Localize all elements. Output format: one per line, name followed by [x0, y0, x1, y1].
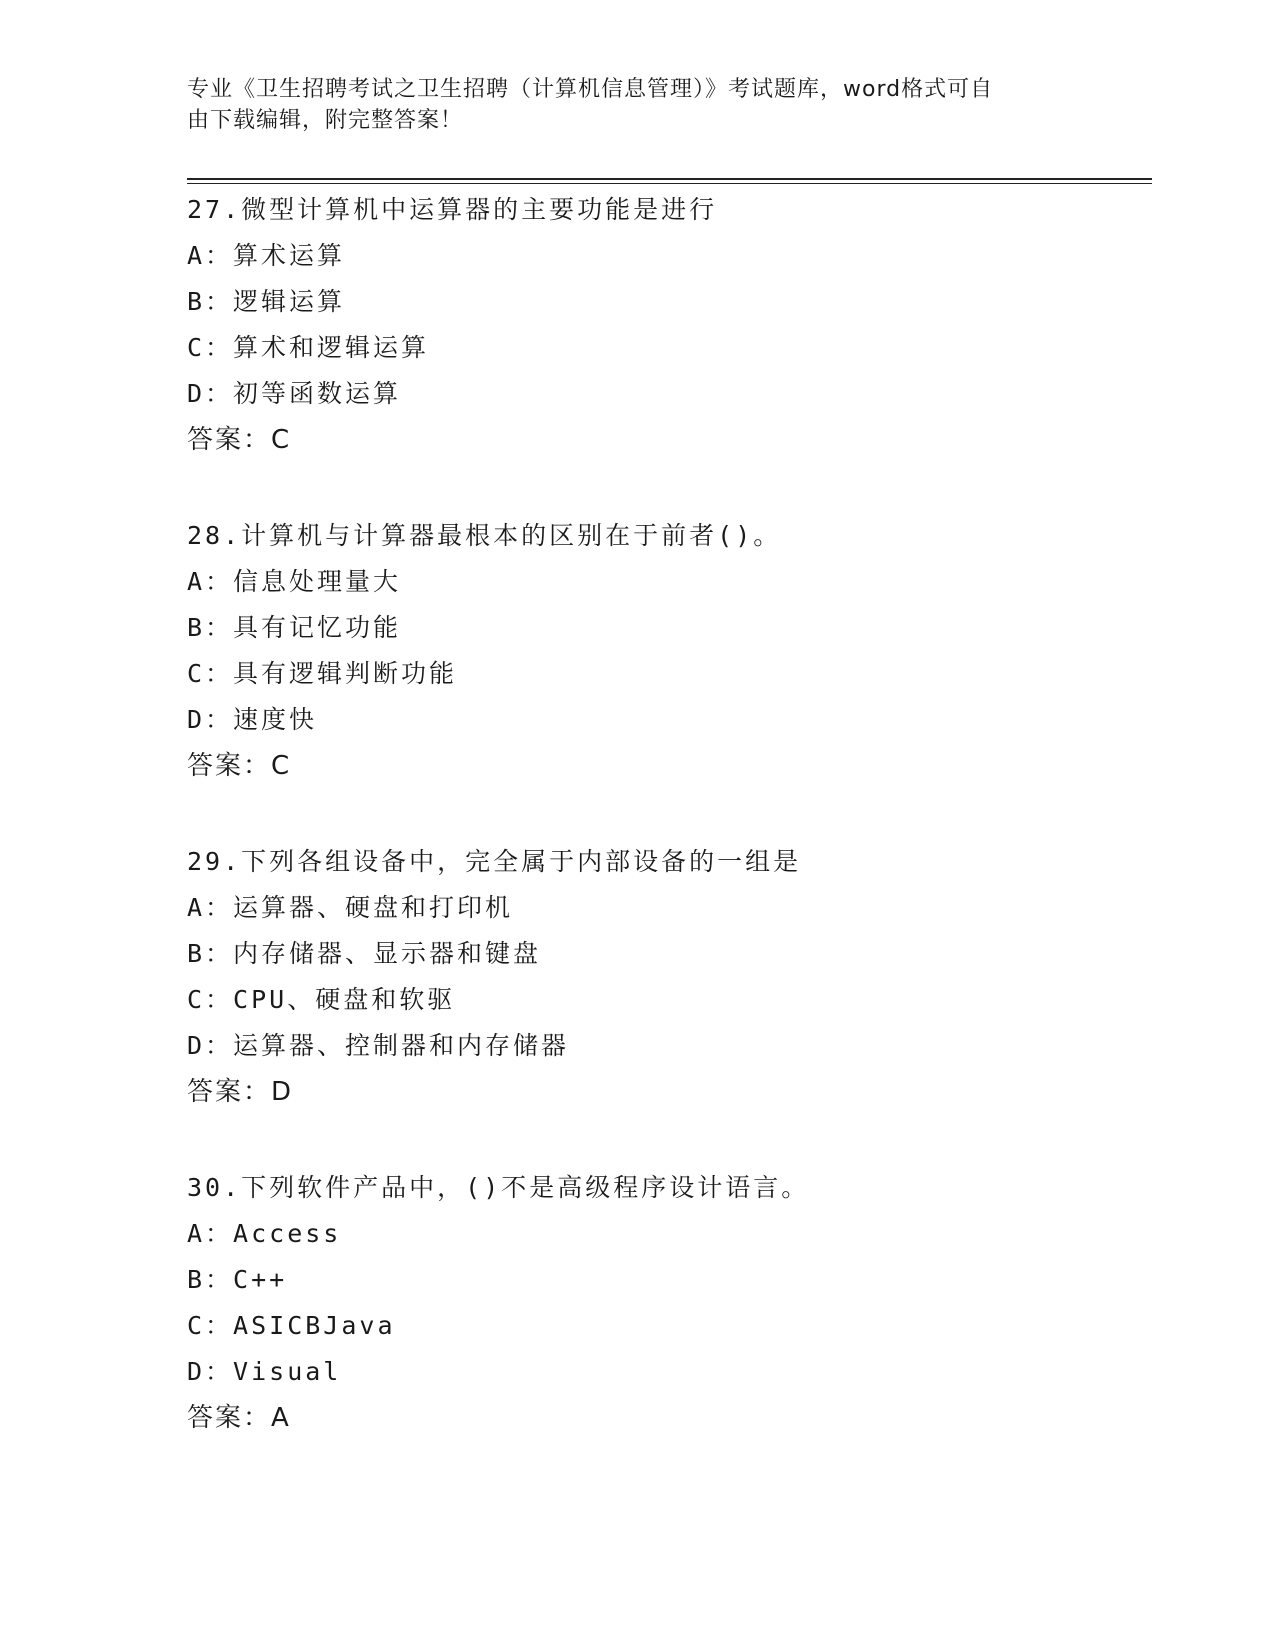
option-c: C：ASICBJava [187, 1311, 396, 1340]
option-b: B：逻辑运算 [187, 287, 346, 316]
option-a: A：Access [187, 1219, 342, 1248]
option-c: C：算术和逻辑运算 [187, 333, 430, 362]
question-stem: 28.计算机与计算器最根本的区别在于前者()。 [187, 521, 782, 550]
question-27 [187, 187, 1152, 463]
header-divider-thick [187, 178, 1152, 180]
question-stem: 29.下列各组设备中，完全属于内部设备的一组是 [187, 847, 802, 876]
question-list [187, 187, 1152, 1491]
option-d: D：初等函数运算 [187, 379, 402, 408]
option-c: C：CPU、硬盘和软驱 [187, 985, 456, 1014]
question-28 [187, 513, 1152, 789]
option-b: B：具有记忆功能 [187, 613, 402, 642]
option-d: D：速度快 [187, 705, 318, 734]
question-stem: 27.微型计算机中运算器的主要功能是进行 [187, 195, 718, 224]
question-29 [187, 839, 1152, 1115]
option-d: D：Visual [187, 1357, 342, 1386]
document-header [187, 74, 1087, 136]
header-line-2: 由下载编辑，附完整答案！ [187, 108, 464, 133]
option-c: C：具有逻辑判断功能 [187, 659, 458, 688]
answer-line: 答案：C [187, 425, 292, 455]
option-b: B：C++ [187, 1265, 288, 1294]
answer-line: 答案：A [187, 1403, 291, 1433]
option-a: A：算术运算 [187, 241, 346, 270]
option-a: A：信息处理量大 [187, 567, 402, 596]
option-d: D：运算器、控制器和内存储器 [187, 1031, 570, 1060]
header-line-1: 专业《卫生招聘考试之卫生招聘（计算机信息管理）》考试题库，word格式可自 [187, 77, 994, 102]
question-30 [187, 1165, 1152, 1441]
option-b: B：内存储器、显示器和键盘 [187, 939, 542, 968]
header-divider-thin [187, 183, 1152, 184]
question-stem: 30.下列软件产品中，()不是高级程序设计语言。 [187, 1173, 810, 1202]
answer-line: 答案：D [187, 1077, 294, 1107]
answer-line: 答案：C [187, 751, 292, 781]
option-a: A：运算器、硬盘和打印机 [187, 893, 514, 922]
